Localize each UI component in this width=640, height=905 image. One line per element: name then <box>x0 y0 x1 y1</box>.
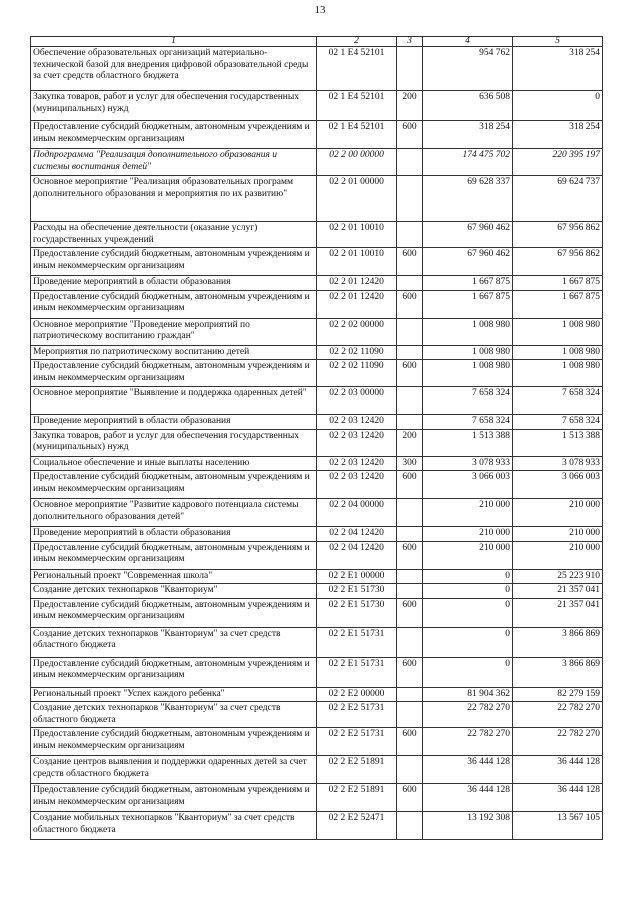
row-code: 02 2 03 12420 <box>317 429 397 456</box>
row-expense-type <box>397 812 423 840</box>
row-expense-type: 600 <box>397 784 423 812</box>
row-expense-type <box>397 222 423 248</box>
row-name: Основное мероприятие "Выявление и поддержка одаренных детей" <box>31 387 317 415</box>
table-body <box>31 47 603 840</box>
row-name: Предоставление субсидий бюджетным, автономным учреждениям и иным некоммерческим организациям <box>31 360 317 387</box>
row-sum-2: 22 782 270 <box>513 702 603 728</box>
table-row <box>31 702 603 728</box>
row-expense-type <box>397 176 423 222</box>
row-sum-2: 318 254 <box>513 121 603 149</box>
row-sum-2: 67 956 862 <box>513 248 603 276</box>
table-row <box>31 47 603 91</box>
row-sum-2: 7 658 324 <box>513 387 603 415</box>
row-sum-2: 3 866 869 <box>513 657 603 687</box>
row-expense-type: 200 <box>397 91 423 121</box>
row-code: 02 2 03 12420 <box>317 471 397 499</box>
row-code: 02 2 01 10010 <box>317 222 397 248</box>
row-name: Предоставление субсидий бюджетным, автономным учреждениям и иным некоммерческим организациям <box>31 541 317 569</box>
table-header-row <box>31 37 603 47</box>
row-code: 02 2 E2 51731 <box>317 728 397 756</box>
row-expense-type <box>397 584 423 599</box>
row-name: Основное мероприятие "Развитие кадрового потенциала системы дополнительного образования детей" <box>31 499 317 527</box>
row-sum-2: 210 000 <box>513 499 603 527</box>
row-code: 02 2 02 11090 <box>317 360 397 387</box>
row-code: 02 2 E1 00000 <box>317 569 397 584</box>
row-code: 02 2 03 00000 <box>317 387 397 415</box>
row-name: Предоставление субсидий бюджетным, автономным учреждениям и иным некоммерческим организациям <box>31 657 317 687</box>
row-sum-1: 1 008 980 <box>423 345 513 360</box>
row-sum-2: 1 667 875 <box>513 290 603 318</box>
row-sum-1: 22 782 270 <box>423 702 513 728</box>
table-row <box>31 276 603 291</box>
row-sum-2: 7 658 324 <box>513 415 603 430</box>
row-expense-type <box>397 387 423 415</box>
row-sum-1: 1 008 980 <box>423 318 513 345</box>
row-expense-type <box>397 687 423 702</box>
table-row <box>31 584 603 599</box>
row-sum-1: 69 628 337 <box>423 176 513 222</box>
row-name: Проведение мероприятий в области образования <box>31 415 317 430</box>
row-expense-type <box>397 345 423 360</box>
row-name: Проведение мероприятий в области образования <box>31 527 317 542</box>
row-sum-1: 210 000 <box>423 527 513 542</box>
row-sum-2: 21 357 041 <box>513 584 603 599</box>
row-name: Обеспечение образовательных организаций материально-технической базой для внедрения цифровой образовательной среды за счет средств областного бюджета <box>31 47 317 91</box>
row-sum-2: 0 <box>513 91 603 121</box>
row-code: 02 2 04 12420 <box>317 527 397 542</box>
row-name: Мероприятия по патриотическому воспитанию детей <box>31 345 317 360</box>
row-code: 02 2 01 12420 <box>317 290 397 318</box>
row-expense-type: 600 <box>397 541 423 569</box>
row-code: 02 2 03 12420 <box>317 456 397 471</box>
table-row <box>31 176 603 222</box>
row-sum-2: 3 078 933 <box>513 456 603 471</box>
page-number: 13 <box>314 4 326 16</box>
row-name: Региональный проект "Современная школа" <box>31 569 317 584</box>
row-sum-2: 69 624 737 <box>513 176 603 222</box>
header-col-4: 4 <box>423 37 513 47</box>
row-sum-1: 7 658 324 <box>423 387 513 415</box>
table-row <box>31 345 603 360</box>
row-expense-type <box>397 47 423 91</box>
row-code: 02 2 E2 51891 <box>317 784 397 812</box>
row-expense-type <box>397 527 423 542</box>
budget-table <box>30 36 603 840</box>
row-code: 02 2 E1 51730 <box>317 598 397 627</box>
table-row <box>31 784 603 812</box>
row-sum-1: 1 667 875 <box>423 290 513 318</box>
row-expense-type <box>397 627 423 657</box>
row-sum-2: 1 513 388 <box>513 429 603 456</box>
row-sum-1: 22 782 270 <box>423 728 513 756</box>
row-sum-1: 0 <box>423 598 513 627</box>
row-code: 02 2 03 12420 <box>317 415 397 430</box>
row-sum-1: 210 000 <box>423 499 513 527</box>
header-col-2: 2 <box>317 37 397 47</box>
row-code: 02 2 E2 51731 <box>317 702 397 728</box>
table-row <box>31 569 603 584</box>
table-row <box>31 687 603 702</box>
row-expense-type: 200 <box>397 429 423 456</box>
row-sum-1: 67 960 462 <box>423 248 513 276</box>
row-code: 02 2 E2 51891 <box>317 756 397 784</box>
header-col-1: 1 <box>31 37 317 47</box>
row-expense-type <box>397 318 423 345</box>
table-row <box>31 360 603 387</box>
row-code: 02 1 E4 52101 <box>317 121 397 149</box>
row-code: 02 2 E2 00000 <box>317 687 397 702</box>
row-sum-2: 318 254 <box>513 47 603 91</box>
row-expense-type: 600 <box>397 248 423 276</box>
table-row <box>31 756 603 784</box>
row-name: Подпрограмма "Реализация дополнительного образования и системы воспитания детей" <box>31 149 317 176</box>
row-sum-1: 81 904 362 <box>423 687 513 702</box>
row-sum-2: 1 667 875 <box>513 276 603 291</box>
row-code: 02 2 E1 51730 <box>317 584 397 599</box>
row-sum-1: 67 960 462 <box>423 222 513 248</box>
row-sum-2: 3 866 869 <box>513 627 603 657</box>
table-row <box>31 527 603 542</box>
row-code: 02 2 04 00000 <box>317 499 397 527</box>
row-name: Предоставление субсидий бюджетным, автономным учреждениям и иным некоммерческим организациям <box>31 471 317 499</box>
row-expense-type: 600 <box>397 121 423 149</box>
row-sum-1: 0 <box>423 627 513 657</box>
row-name: Создание детских технопарков "Кванториум" <box>31 584 317 599</box>
row-expense-type <box>397 149 423 176</box>
row-sum-1: 36 444 128 <box>423 784 513 812</box>
row-code: 02 2 01 12420 <box>317 276 397 291</box>
row-sum-1: 3 078 933 <box>423 456 513 471</box>
row-name: Закупка товаров, работ и услуг для обеспечения государственных (муниципальных) нужд <box>31 91 317 121</box>
table-row <box>31 598 603 627</box>
row-sum-2: 67 956 862 <box>513 222 603 248</box>
row-expense-type <box>397 702 423 728</box>
row-sum-1: 36 444 128 <box>423 756 513 784</box>
table-row <box>31 149 603 176</box>
row-sum-1: 13 192 308 <box>423 812 513 840</box>
row-sum-2: 1 008 980 <box>513 345 603 360</box>
table-row <box>31 429 603 456</box>
header-col-5: 5 <box>513 37 603 47</box>
row-code: 02 2 01 10010 <box>317 248 397 276</box>
table-row <box>31 728 603 756</box>
row-name: Создание мобильных технопарков "Кванториум" за счет средств областного бюджета <box>31 812 317 840</box>
table-row <box>31 471 603 499</box>
row-sum-2: 36 444 128 <box>513 784 603 812</box>
row-name: Проведение мероприятий в области образования <box>31 276 317 291</box>
row-sum-2: 36 444 128 <box>513 756 603 784</box>
row-name: Региональный проект "Успех каждого ребенка" <box>31 687 317 702</box>
row-name: Расходы на обеспечение деятельности (оказание услуг) государственных учреждений <box>31 222 317 248</box>
row-code: 02 1 E4 52101 <box>317 91 397 121</box>
table-row <box>31 121 603 149</box>
row-sum-2: 3 066 003 <box>513 471 603 499</box>
row-name: Предоставление субсидий бюджетным, автономным учреждениям и иным некоммерческим организациям <box>31 784 317 812</box>
row-name: Предоставление субсидий бюджетным, автономным учреждениям и иным некоммерческим организациям <box>31 728 317 756</box>
row-expense-type <box>397 276 423 291</box>
row-sum-2: 1 008 980 <box>513 318 603 345</box>
row-sum-1: 1 008 980 <box>423 360 513 387</box>
row-expense-type <box>397 499 423 527</box>
row-expense-type: 300 <box>397 456 423 471</box>
row-sum-2: 25 223 910 <box>513 569 603 584</box>
row-name: Основное мероприятие "Реализация образовательных программ дополнительного образования и мероприятия по их развитию" <box>31 176 317 222</box>
row-code: 02 2 01 00000 <box>317 176 397 222</box>
row-code: 02 2 E1 51731 <box>317 627 397 657</box>
row-name: Социальное обеспечение и иные выплаты населению <box>31 456 317 471</box>
table-row <box>31 387 603 415</box>
table-row <box>31 627 603 657</box>
row-sum-1: 3 066 003 <box>423 471 513 499</box>
row-name: Создание центров выявления и поддержки одаренных детей за счет средств областного бюджета <box>31 756 317 784</box>
row-sum-2: 220 395 197 <box>513 149 603 176</box>
table-row <box>31 657 603 687</box>
row-sum-1: 7 658 324 <box>423 415 513 430</box>
row-name: Закупка товаров, работ и услуг для обеспечения государственных (муниципальных) нужд <box>31 429 317 456</box>
row-expense-type: 600 <box>397 657 423 687</box>
table-row <box>31 541 603 569</box>
row-sum-2: 13 567 105 <box>513 812 603 840</box>
row-sum-1: 210 000 <box>423 541 513 569</box>
row-sum-2: 210 000 <box>513 541 603 569</box>
row-code: 02 2 E2 52471 <box>317 812 397 840</box>
table-row <box>31 91 603 121</box>
table-row <box>31 248 603 276</box>
row-name: Предоставление субсидий бюджетным, автономным учреждениям и иным некоммерческим организациям <box>31 248 317 276</box>
table-row <box>31 456 603 471</box>
row-sum-2: 210 000 <box>513 527 603 542</box>
table-row <box>31 812 603 840</box>
row-name: Создание детских технопарков "Кванториум" за счет средств областного бюджета <box>31 702 317 728</box>
header-col-3: 3 <box>397 37 423 47</box>
row-expense-type <box>397 415 423 430</box>
table-row <box>31 415 603 430</box>
row-expense-type: 600 <box>397 598 423 627</box>
row-expense-type: 600 <box>397 290 423 318</box>
row-sum-1: 0 <box>423 657 513 687</box>
row-name: Предоставление субсидий бюджетным, автономным учреждениям и иным некоммерческим организациям <box>31 121 317 149</box>
row-code: 02 2 00 00000 <box>317 149 397 176</box>
row-expense-type: 600 <box>397 360 423 387</box>
row-expense-type <box>397 756 423 784</box>
row-expense-type: 600 <box>397 471 423 499</box>
row-sum-1: 954 762 <box>423 47 513 91</box>
row-sum-2: 22 782 270 <box>513 728 603 756</box>
row-expense-type <box>397 569 423 584</box>
row-sum-1: 174 475 702 <box>423 149 513 176</box>
table-row <box>31 318 603 345</box>
row-expense-type: 600 <box>397 728 423 756</box>
row-sum-2: 82 279 159 <box>513 687 603 702</box>
row-code: 02 2 E1 51731 <box>317 657 397 687</box>
row-sum-1: 318 254 <box>423 121 513 149</box>
table-row <box>31 222 603 248</box>
row-code: 02 2 04 12420 <box>317 541 397 569</box>
table-row <box>31 499 603 527</box>
row-name: Создание детских технопарков "Кванториум" за счет средств областного бюджета <box>31 627 317 657</box>
row-sum-2: 21 357 041 <box>513 598 603 627</box>
row-sum-1: 636 508 <box>423 91 513 121</box>
row-code: 02 2 02 00000 <box>317 318 397 345</box>
row-sum-1: 0 <box>423 569 513 584</box>
row-name: Основное мероприятие "Проведение мероприятий по патриотическому воспитанию граждан" <box>31 318 317 345</box>
row-sum-1: 1 513 388 <box>423 429 513 456</box>
row-code: 02 1 E4 52101 <box>317 47 397 91</box>
row-sum-1: 0 <box>423 584 513 599</box>
row-name: Предоставление субсидий бюджетным, автономным учреждениям и иным некоммерческим организациям <box>31 598 317 627</box>
row-code: 02 2 02 11090 <box>317 345 397 360</box>
row-name: Предоставление субсидий бюджетным, автономным учреждениям и иным некоммерческим организациям <box>31 290 317 318</box>
row-sum-1: 1 667 875 <box>423 276 513 291</box>
row-sum-2: 1 008 980 <box>513 360 603 387</box>
table-row <box>31 290 603 318</box>
